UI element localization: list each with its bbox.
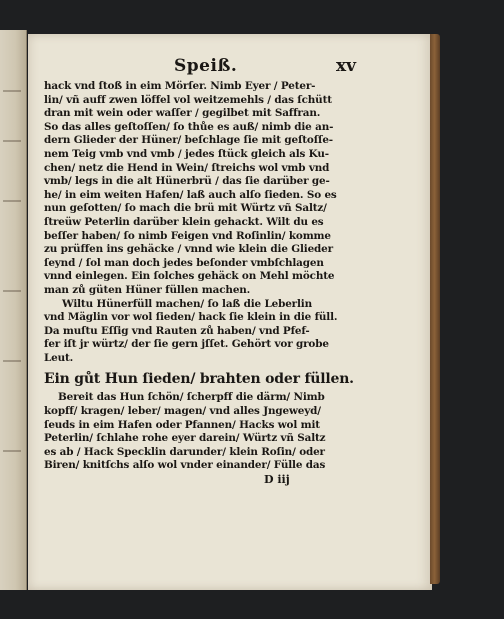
- signature-mark: [44, 473, 354, 489]
- text-line: Biren/ knitſchs alſo wol vnder einander/ Fülle das: [44, 459, 326, 472]
- text-line: Da muſtu Eſſig vnd Rauten zů haben/ vnd Pfef-: [44, 324, 310, 337]
- previous-page-margin: [0, 30, 27, 590]
- text-line: vnd Mäglin vor wol ſieden/ hack ſie klein in die füll.: [44, 311, 338, 324]
- signature-text: D iij: [264, 473, 290, 487]
- text-line: es ab / Hack Specklin darunder/ klein Roſin/ oder: [44, 445, 325, 458]
- text-line: dran mit wein oder waſſer / gegilbet mit Saffran.: [44, 107, 321, 120]
- ink-bleed: [3, 90, 21, 92]
- text-line: zu prüffen ins gehäcke / vnnd wie klein die Glieder: [44, 243, 333, 256]
- text-line: ſtreüw Peterlin darüber klein gehackt. Wilt du es: [44, 215, 324, 228]
- ink-bleed: [3, 360, 21, 362]
- ink-bleed: [3, 450, 21, 452]
- text-line: nem Teig vmb vnd vmb / jedes ſtück gleich als Ku-: [44, 147, 329, 160]
- text-line: lin/ vñ auff zwen löffel vol weitzemehls / das ſchütt: [44, 93, 332, 106]
- text-line: fer iſt jr würtz/ der ſie gern jſſet. Gehört vor grobe: [44, 338, 329, 351]
- ink-bleed: [3, 200, 21, 202]
- running-head: Speiß.: [174, 56, 238, 76]
- recipe-text: [44, 391, 354, 473]
- text-line: dern Glieder der Hüner/ beſchlage ſie mit geſtoſſe-: [44, 134, 333, 147]
- folio-number: xv: [335, 56, 356, 76]
- text-line: Leut.: [44, 351, 74, 364]
- text-line: man zů güten Hüner füllen machen.: [44, 283, 251, 296]
- text-line: he/ in eim weiten Hafen/ laß auch alſo ſieden. So es: [44, 188, 337, 201]
- text-line: vmb/ legs in die alt Hünerbrü / das ſie darüber ge-: [44, 175, 330, 188]
- recipe-heading: Ein gůt Hun ſieden/ brahten oder füllen.: [44, 371, 354, 388]
- text-line: Bereit das Hun ſchön/ ſcherpff die därm/ Nimb: [58, 391, 325, 404]
- ink-bleed: [3, 290, 21, 292]
- text-line: vnnd einlegen. Ein ſolches gehäck on Mehl möchte: [44, 270, 335, 283]
- text-line: beſſer haben/ ſo nimb Feigen vnd Roſinlin/ komme: [44, 229, 331, 242]
- text-line: So das alles geſtoſſen/ ſo thůe es auß/ nimb die an-: [44, 120, 334, 133]
- text-line: chen/ netz die Hend in Wein/ ſtreichs wol vmb vnd: [44, 161, 330, 174]
- ink-bleed: [3, 140, 21, 142]
- text-line: Peterlin/ ſchlahe rohe eyer darein/ Würtz vñ Saltz: [44, 432, 326, 445]
- page-header: [44, 56, 354, 78]
- page-edge: [430, 34, 440, 584]
- text-line: Wiltu Hünerfüll machen/ ſo laß die Leberlin: [62, 297, 313, 310]
- text-line: hack vnd ſtoß in eim Mörſer. Nimb Eyer / Peter-: [44, 80, 316, 92]
- text-line: ſeuds in eim Hafen oder Pfannen/ Hacks wol mit: [44, 418, 320, 431]
- text-line: ſeynd / ſol man doch jedes beſonder vmbſchlagen: [44, 256, 324, 269]
- body-text: [44, 80, 354, 365]
- text-line: kopff/ kragen/ leber/ magen/ vnd alles Jngeweyd/: [44, 405, 321, 418]
- page-text: [44, 56, 354, 489]
- text-line: nun geſotten/ ſo mach die brü mit Würtz vñ Saltz/: [44, 202, 327, 215]
